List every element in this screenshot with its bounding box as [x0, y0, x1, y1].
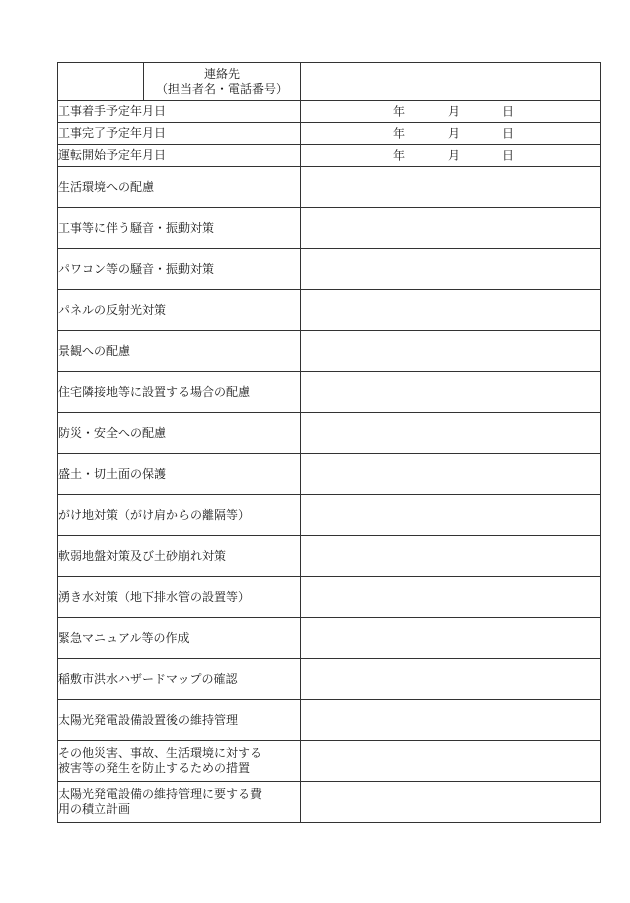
item-label: 工事等に伴う騒音・振動対策 [58, 208, 301, 249]
start-date-field[interactable] [301, 101, 601, 123]
maintenance-cost-label [58, 782, 301, 823]
other-disaster-label [58, 741, 301, 782]
day-label: 日 [502, 104, 515, 118]
item-row [58, 331, 601, 372]
item-value-field[interactable] [301, 413, 601, 454]
other-disaster-row [58, 741, 601, 782]
item-value-field[interactable] [301, 700, 601, 741]
month-label: 月 [448, 148, 461, 162]
operation-date-field[interactable] [301, 145, 601, 167]
completion-date-row [58, 123, 601, 145]
item-label: 湧き水対策（地下排水管の設置等） [58, 577, 301, 618]
item-row [58, 372, 601, 413]
other-disaster-value-field[interactable] [301, 741, 601, 782]
item-value-field[interactable] [301, 659, 601, 700]
item-label: 緊急マニュアル等の作成 [58, 618, 301, 659]
item-value-field[interactable] [301, 577, 601, 618]
month-label: 月 [448, 126, 461, 140]
contact-value-field[interactable] [301, 63, 601, 101]
completion-date-label: 工事完了予定年月日 [58, 123, 301, 145]
contact-label-line1: 連絡先 [203, 66, 240, 81]
month-label: 月 [448, 104, 461, 118]
item-value-field[interactable] [301, 167, 601, 208]
item-row [58, 536, 601, 577]
item-value-field[interactable] [301, 290, 601, 331]
item-row [58, 290, 601, 331]
item-row [58, 454, 601, 495]
operation-date-row [58, 145, 601, 167]
item-value-field[interactable] [301, 331, 601, 372]
item-row [58, 618, 601, 659]
other-disaster-label-line1: その他災害、事故、生活環境に対する [58, 746, 263, 760]
item-label: 防災・安全への配慮 [58, 413, 301, 454]
item-row [58, 700, 601, 741]
item-value-field[interactable] [301, 208, 601, 249]
item-label: 太陽光発電設備設置後の維持管理 [58, 700, 301, 741]
item-label: 生活環境への配慮 [58, 167, 301, 208]
other-disaster-label-line2: 被害等の発生を防止するための措置 [58, 761, 251, 775]
year-label: 年 [393, 104, 406, 118]
start-date-row [58, 101, 601, 123]
contact-label [144, 63, 301, 101]
item-label: 景観への配慮 [58, 331, 301, 372]
item-row [58, 495, 601, 536]
item-row [58, 208, 601, 249]
item-label: 盛土・切土面の保護 [58, 454, 301, 495]
item-row [58, 659, 601, 700]
form-table [57, 62, 601, 823]
maintenance-cost-label-line2: 用の積立計画 [58, 802, 131, 816]
item-row [58, 167, 601, 208]
maintenance-cost-label-line1: 太陽光発電設備の維持管理に要する費 [58, 787, 263, 801]
maintenance-cost-value-field[interactable] [301, 782, 601, 823]
item-row [58, 249, 601, 290]
completion-date-field[interactable] [301, 123, 601, 145]
item-value-field[interactable] [301, 536, 601, 577]
item-value-field[interactable] [301, 454, 601, 495]
item-label: 軟弱地盤対策及び土砂崩れ対策 [58, 536, 301, 577]
maintenance-cost-row [58, 782, 601, 823]
day-label: 日 [502, 126, 515, 140]
item-label: パネルの反射光対策 [58, 290, 301, 331]
item-label: がけ地対策（がけ肩からの離隔等） [58, 495, 301, 536]
operation-date-label: 運転開始予定年月日 [58, 145, 301, 167]
item-value-field[interactable] [301, 618, 601, 659]
item-label: 稲敷市洪水ハザードマップの確認 [58, 659, 301, 700]
day-label: 日 [502, 148, 515, 162]
contact-row [58, 63, 601, 101]
start-date-label: 工事着手予定年月日 [58, 101, 301, 123]
year-label: 年 [393, 148, 406, 162]
year-label: 年 [393, 126, 406, 140]
item-value-field[interactable] [301, 372, 601, 413]
item-row [58, 413, 601, 454]
item-label: 住宅隣接地等に設置する場合の配慮 [58, 372, 301, 413]
item-label: パワコン等の騒音・振動対策 [58, 249, 301, 290]
item-value-field[interactable] [301, 495, 601, 536]
item-row [58, 577, 601, 618]
contact-label-line2: （担当者名・電話番号） [155, 81, 288, 96]
item-value-field[interactable] [301, 249, 601, 290]
blank-cell [58, 63, 144, 101]
